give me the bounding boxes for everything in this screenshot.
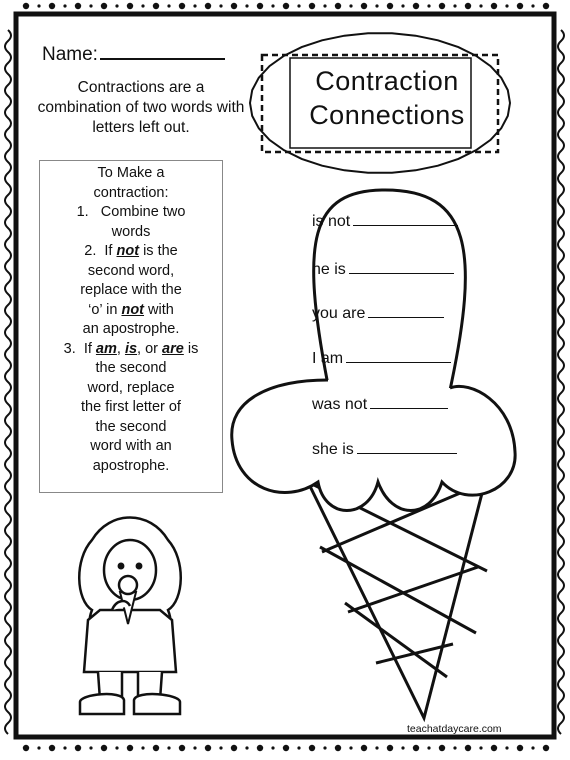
name-label: Name: <box>42 44 98 65</box>
rules-heading-1: To Make a <box>97 165 165 181</box>
prompt-label: he is <box>312 261 346 278</box>
rule-2-line-5: an apostrophe. <box>82 321 180 337</box>
answer-blank[interactable] <box>349 258 454 274</box>
rule-3-word-is: is <box>124 340 138 357</box>
rule-3-line-5: the second <box>95 418 167 435</box>
rule-3-is: is <box>187 340 199 357</box>
rule-1-text: Combine two <box>100 204 186 220</box>
rule-2-line-2: second word, <box>87 262 175 279</box>
prompt-label: you are <box>312 305 366 322</box>
prompt-label: I am <box>312 350 344 367</box>
rule-3-word-am: am <box>95 340 117 357</box>
answer-blank[interactable] <box>346 347 451 363</box>
answer-blank[interactable] <box>368 302 444 318</box>
girl-with-ice-cream-icon <box>79 518 181 715</box>
rule-2-line-3: replace with the <box>80 282 182 298</box>
contraction-prompt[interactable] <box>312 438 457 459</box>
contraction-prompt[interactable] <box>312 258 454 279</box>
contraction-prompt[interactable] <box>312 393 448 414</box>
answer-blank[interactable] <box>370 393 448 409</box>
answer-blank[interactable] <box>357 438 457 454</box>
rule-3-line-3: word, replace <box>87 379 175 396</box>
rule-3-line-4: the first letter of <box>81 399 181 415</box>
rule-2-number: 2. <box>84 243 97 259</box>
rule-3-line-2: the second <box>95 360 167 376</box>
rule-1-line-1 <box>40 203 222 223</box>
prompt-label: is not <box>312 213 351 230</box>
name-field[interactable] <box>42 40 225 66</box>
worksheet-title <box>288 64 486 132</box>
rule-3-word-are: are <box>162 340 184 357</box>
credit-text: teachatdaycare.com <box>407 723 502 735</box>
rule-1-number: 1. <box>76 204 89 220</box>
rule-2-line-1 <box>40 242 222 262</box>
rule-3-number: 3. <box>63 340 76 357</box>
title-line-2: Connections <box>309 100 465 130</box>
prompt-label: was not <box>312 396 368 413</box>
prompt-label: she is <box>312 441 354 458</box>
rule-2-if: If <box>104 243 113 259</box>
rule-2-rest: is the <box>143 243 178 259</box>
name-blank[interactable] <box>100 40 225 60</box>
rules-heading-2: contraction: <box>93 184 169 201</box>
rule-3-or: , or <box>137 340 158 357</box>
rule-2-keyword: not <box>116 243 140 259</box>
rule-3-line-6: word with an <box>90 438 172 454</box>
rule-2-with: with <box>148 301 174 318</box>
rules-box <box>39 160 223 493</box>
rule-3-line-7: apostrophe. <box>92 457 170 474</box>
rule-3-if: If <box>83 340 92 357</box>
rule-3-line-1: 3. If am, is, or are is <box>63 340 199 357</box>
rule-2-o-in: ‘o’ in <box>88 301 118 318</box>
intro-text: Contractions are a combination of two words with letters left out. <box>37 79 245 136</box>
contraction-prompt[interactable] <box>312 302 444 323</box>
contraction-prompt[interactable] <box>312 210 458 231</box>
contraction-prompt[interactable] <box>312 347 451 368</box>
rule-2-line-4 <box>40 301 222 321</box>
answer-blank[interactable] <box>353 210 458 226</box>
title-line-1: Contraction <box>315 66 459 96</box>
rule-1-line-2: words <box>111 223 151 240</box>
rule-2-keyword-2: not <box>121 301 145 318</box>
